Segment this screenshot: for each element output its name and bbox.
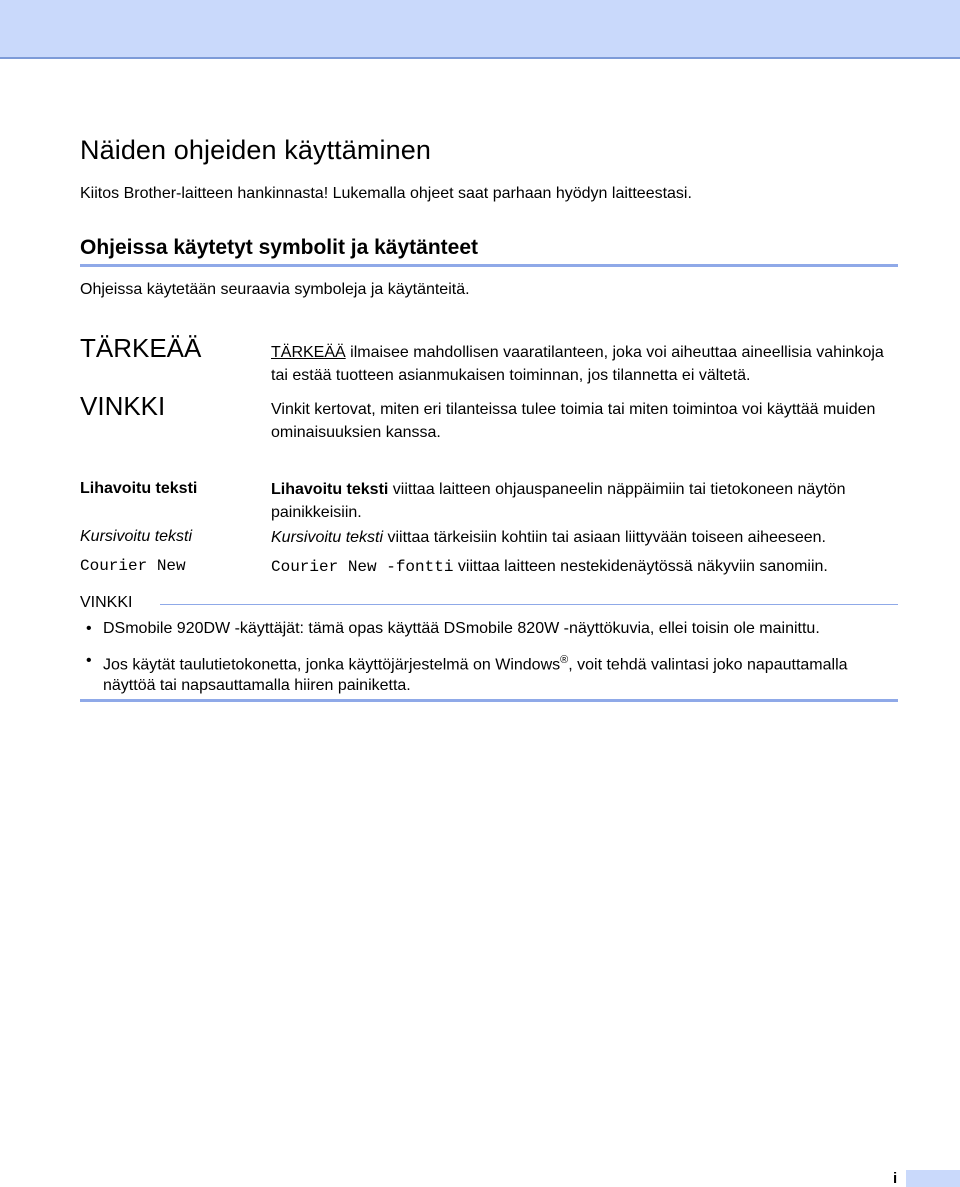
- italic-description: [271, 526, 901, 549]
- important-ref: TÄRKEÄÄ: [271, 344, 346, 361]
- courier-desc-text: viittaa laitteen nestekidenäytössä näkyviin sanomiin.: [453, 558, 828, 575]
- note-bullet-2-end: , voit tehdä valintasi joko napauttamalla näyttöä tai napsauttamalla hiiren painiketta.: [103, 656, 848, 695]
- section-divider: [80, 264, 898, 267]
- section-lead: Ohjeissa käytetään seuraavia symboleja ja käytänteitä.: [80, 281, 470, 298]
- note-bullet-1: DSmobile 920DW -käyttäjät: tämä opas käyttää DSmobile 820W -näyttökuvia, ellei toisin ole mainittu.: [103, 620, 820, 637]
- note-description: Vinkit kertovat, miten eri tilanteissa tulee toimia tai miten toimintoa voi käyttää muiden ominaisuuksien kanssa.: [271, 401, 876, 441]
- intro-text: Kiitos Brother-laitteen hankinnasta! Lukemalla ohjeet saat parhaan hyödyn laitteestasi.: [80, 185, 692, 202]
- courier-description: [271, 555, 901, 579]
- courier-ref: Courier New -fontti: [271, 558, 454, 576]
- header-band: [0, 0, 960, 59]
- page-tab: [906, 1170, 960, 1187]
- important-label: TÄRKEÄÄ: [80, 333, 202, 363]
- bold-label: Lihavoitu teksti: [80, 480, 198, 497]
- note-bullet-2-start: Jos käytät taulutietokonetta, jonka käyttöjärjestelmä on Windows: [103, 656, 561, 674]
- important-desc-text: ilmaisee mahdollisen vaaratilanteen, joka voi aiheuttaa aineellisia vahinkoja tai estää tuotteen asianmukaisen toiminnan, jos tilannetta ei vältetä.: [271, 344, 884, 384]
- registered-mark: ®: [560, 654, 569, 666]
- page-title: Näiden ohjeiden käyttäminen: [80, 135, 431, 165]
- note-box-divider: [160, 604, 898, 605]
- note-box-bottom-divider: [80, 699, 898, 702]
- italic-ref: Kursivoitu teksti: [271, 529, 384, 546]
- bold-desc-text: viittaa laitteen ohjauspaneelin näppäimiin tai tietokoneen näytön painikkeisiin.: [271, 481, 846, 521]
- bullet-icon: •: [86, 652, 92, 669]
- note-box-heading: VINKKI: [80, 594, 133, 611]
- note-label: VINKKI: [80, 391, 166, 421]
- page-number: i: [893, 1170, 898, 1187]
- bold-ref: Lihavoitu teksti: [271, 481, 389, 498]
- bold-description: [271, 478, 901, 524]
- bullet-icon: •: [86, 620, 92, 637]
- italic-desc-text: viittaa tärkeisiin kohtiin tai asiaan liittyvään toiseen aiheeseen.: [383, 529, 826, 546]
- important-description: [271, 341, 901, 387]
- italic-label: Kursivoitu teksti: [80, 528, 193, 545]
- courier-label: Courier New: [80, 557, 186, 575]
- note-bullet-2: [103, 650, 903, 696]
- section-title: Ohjeissa käytetyt symbolit ja käytänteet: [80, 236, 479, 259]
